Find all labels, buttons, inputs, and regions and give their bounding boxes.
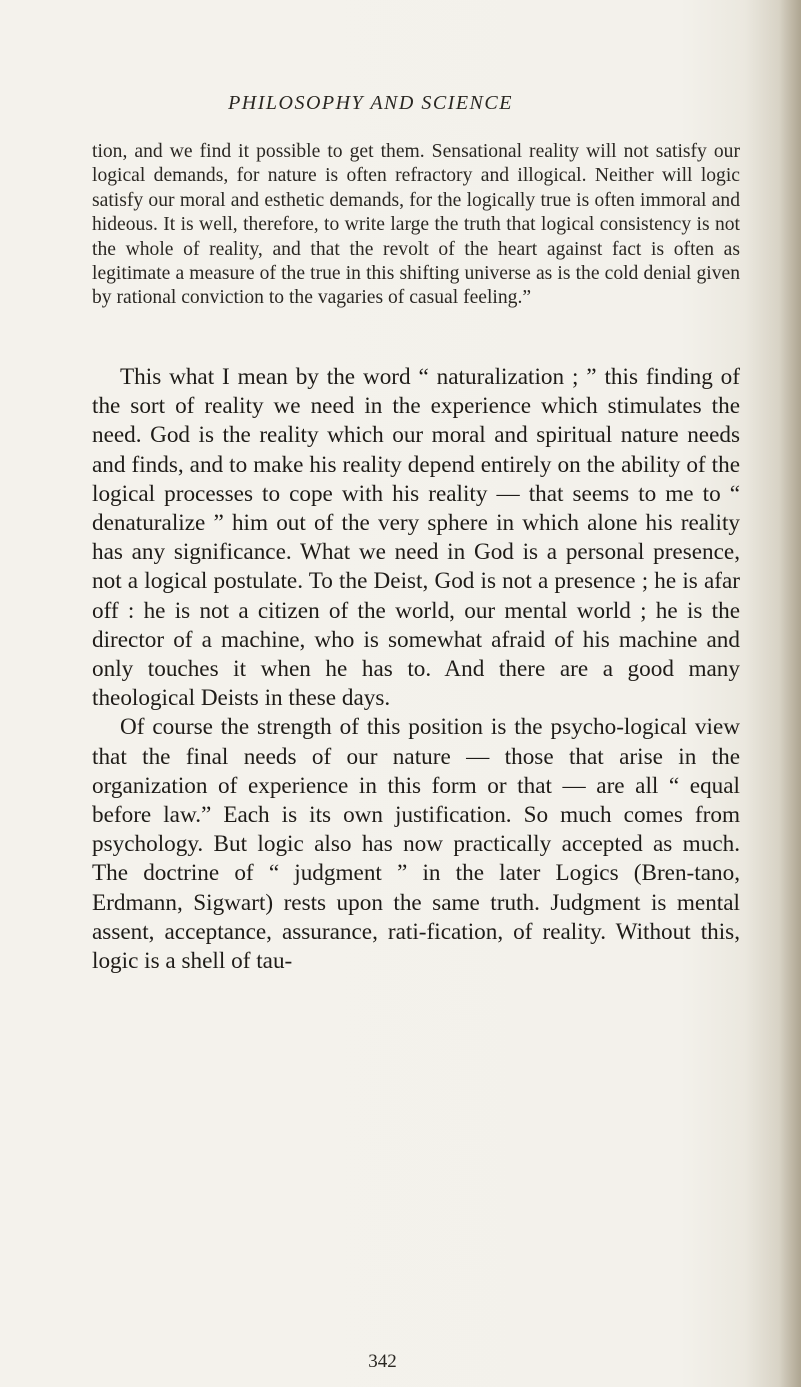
page-edge-shadow	[779, 0, 801, 1387]
body-text	[92, 363, 740, 976]
quotation-continuation	[92, 140, 740, 311]
running-head: PHILOSOPHY AND SCIENCE	[228, 92, 513, 114]
page-number: 342	[368, 1351, 397, 1372]
paragraph-psychological-view: Of course the strength of this position is the psycho-logical view that the final needs of our nature — those that arise in the organization of experience in this form or that — are all “ equal before law.” Each is its own justification. So much comes from psychology. But logic also has now practically accepted as much. The doctrine of “ judgment ” in the later Logics (Bren-tano, Erdmann, Sigwart) rests upon the same truth. Judgment is mental assent, acceptance, assurance, rati-fication, of reality. Without this, logic is a shell of tau-	[92, 714, 740, 975]
paragraph-naturalization: This what I mean by the word “ naturalization ; ” this finding of the sort of reality we need in the experience which stimulates the need. God is the reality which our moral and spiritual nature needs and finds, and to make his reality depend entirely on the ability of the logical processes to cope with his reality — that seems to me to “ denaturalize ” him out of the very sphere in which alone his reality has any significance. What we need in God is a personal presence, not a logical postulate. To the Deist, God is not a presence ; he is afar off : he is not a citizen of the world, our mental world ; he is the director of a machine, who is somewhat afraid of his machine and only touches it when he has to. And there are a good many theological Deists in these days.	[92, 364, 740, 712]
quotation-text: tion, and we find it possible to get them. Sensational reality will not satisfy our logical demands, for nature is often refractory and illogical. Neither will logic satisfy our moral and esthetic demands, for the logically true is often immoral and hideous. It is well, therefore, to write large the truth that logical consistency is not the whole of reality, and that the revolt of the heart against fact is often as legitimate a measure of the true in this shifting universe as is the cold denial given by rational conviction to the vagaries of casual feeling.”	[92, 141, 740, 309]
